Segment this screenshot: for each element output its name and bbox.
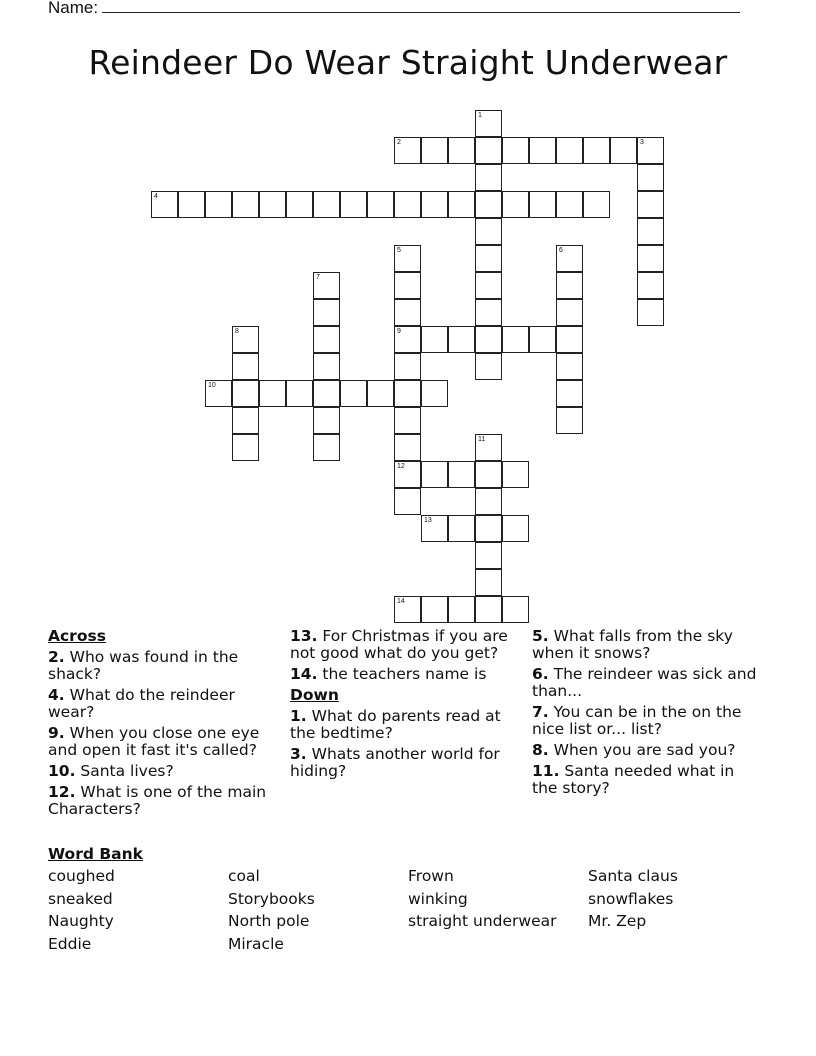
crossword-cell[interactable]: [475, 164, 502, 191]
crossword-cell[interactable]: [313, 272, 340, 299]
clues-column-1: [48, 628, 268, 822]
crossword-cell[interactable]: [448, 515, 475, 542]
crossword-cell[interactable]: [340, 380, 367, 407]
crossword-cell[interactable]: [394, 299, 421, 326]
word-bank-item: Mr. Zep: [588, 912, 647, 931]
crossword-cell[interactable]: [394, 596, 421, 623]
crossword-cell[interactable]: [421, 596, 448, 623]
crossword-cell[interactable]: [421, 137, 448, 164]
clue-number: 7: [316, 274, 320, 281]
crossword-cell[interactable]: [556, 245, 583, 272]
crossword-cell[interactable]: [232, 191, 259, 218]
crossword-cell[interactable]: [502, 461, 529, 488]
crossword-cell[interactable]: [313, 326, 340, 353]
crossword-cell[interactable]: [394, 137, 421, 164]
crossword-cell[interactable]: [475, 569, 502, 596]
clue-number: 8: [235, 328, 239, 335]
crossword-cell[interactable]: [448, 461, 475, 488]
crossword-cell[interactable]: [367, 380, 394, 407]
clue-number: 4: [154, 193, 158, 200]
word-bank-item: Naughty: [48, 912, 114, 931]
crossword-cell[interactable]: [394, 191, 421, 218]
crossword-cell[interactable]: [151, 191, 178, 218]
word-bank-item: straight underwear: [408, 912, 557, 931]
clue-text: The reindeer was sick and than...: [532, 665, 757, 700]
crossword-cell[interactable]: [475, 218, 502, 245]
clue-text: For Christmas if you are not good what do you get?: [290, 627, 508, 662]
crossword-cell[interactable]: [421, 515, 448, 542]
clues-column-2: [290, 628, 518, 784]
crossword-cell[interactable]: [637, 218, 664, 245]
crossword-cell[interactable]: [529, 137, 556, 164]
crossword-cell[interactable]: [394, 353, 421, 380]
crossword-cell[interactable]: [286, 380, 313, 407]
crossword-cell[interactable]: [637, 191, 664, 218]
clue-text: What do parents read at the bedtime?: [290, 707, 501, 742]
clue-number: 2: [397, 139, 401, 146]
crossword-cell[interactable]: [475, 542, 502, 569]
crossword-cell[interactable]: [232, 380, 259, 407]
crossword-cell[interactable]: [556, 407, 583, 434]
crossword-cell[interactable]: [502, 596, 529, 623]
crossword-cell[interactable]: [232, 434, 259, 461]
name-label: Name:: [48, 0, 99, 17]
crossword-cell[interactable]: [313, 299, 340, 326]
clue: [48, 763, 268, 780]
crossword-cell[interactable]: [529, 191, 556, 218]
crossword-cell[interactable]: [475, 299, 502, 326]
crossword-cell[interactable]: [556, 272, 583, 299]
clue-number: 6: [559, 247, 563, 254]
word-bank-item: Storybooks: [228, 889, 315, 908]
crossword-cell[interactable]: [475, 326, 502, 353]
clue-number: 11: [478, 436, 486, 443]
crossword-cell[interactable]: [394, 245, 421, 272]
crossword-cell[interactable]: [556, 299, 583, 326]
clue-number: 3: [640, 139, 644, 146]
clue-number: 9: [397, 328, 401, 335]
word-bank-item: coughed: [48, 867, 115, 885]
crossword-cell[interactable]: [637, 245, 664, 272]
crossword-cell[interactable]: [232, 353, 259, 380]
clue-number: 12: [397, 463, 405, 470]
page-title: Reindeer Do Wear Straight Underwear: [88, 43, 728, 82]
crossword-cell[interactable]: [556, 137, 583, 164]
crossword-cell[interactable]: [637, 272, 664, 299]
clue-num: 1.: [290, 707, 307, 725]
crossword-cell[interactable]: [232, 326, 259, 353]
clue-text: When you close one eye and open it fast it's called?: [48, 724, 260, 759]
crossword-cell[interactable]: [475, 434, 502, 461]
crossword-cell[interactable]: [475, 353, 502, 380]
crossword-cell[interactable]: [394, 488, 421, 515]
word-bank-heading: Word Bank: [48, 845, 143, 863]
crossword-cell[interactable]: [313, 434, 340, 461]
crossword-cell[interactable]: [313, 353, 340, 380]
clue: [532, 763, 760, 797]
crossword-cell[interactable]: [556, 326, 583, 353]
crossword-cell[interactable]: [421, 461, 448, 488]
clue-num: 8.: [532, 741, 549, 759]
down-heading: Down: [290, 686, 339, 704]
word-bank-item: coal: [228, 867, 260, 885]
crossword-cell[interactable]: [475, 245, 502, 272]
across-heading: Across: [48, 627, 106, 645]
crossword-cell[interactable]: [394, 407, 421, 434]
crossword-cell[interactable]: [394, 326, 421, 353]
clue-num: 10.: [48, 762, 76, 780]
crossword-cell[interactable]: [502, 191, 529, 218]
clue-text: What do the reindeer wear?: [48, 686, 235, 721]
clue-num: 6.: [532, 665, 549, 683]
crossword-cell[interactable]: [475, 137, 502, 164]
crossword-cell[interactable]: [394, 380, 421, 407]
clue: [290, 746, 518, 780]
crossword-cell[interactable]: [583, 137, 610, 164]
clue-num: 4.: [48, 686, 65, 704]
crossword-cell[interactable]: [556, 380, 583, 407]
clue-text: Santa needed what in the story?: [532, 762, 735, 797]
clue: [290, 628, 518, 662]
clue-number: 10: [208, 382, 216, 389]
crossword-cell[interactable]: [421, 191, 448, 218]
crossword-cell[interactable]: [205, 380, 232, 407]
clues-column-3: [532, 628, 760, 801]
clue-text: Santa lives?: [75, 762, 174, 780]
crossword-cell[interactable]: [448, 596, 475, 623]
clue-number: 14: [397, 598, 405, 605]
crossword-cell[interactable]: [178, 191, 205, 218]
crossword-cell[interactable]: [502, 137, 529, 164]
crossword-cell[interactable]: [448, 191, 475, 218]
crossword-cell[interactable]: [475, 515, 502, 542]
clue-number: 13: [424, 517, 432, 524]
clue-num: 11.: [532, 762, 560, 780]
clue-num: 14.: [290, 665, 318, 683]
crossword-cell[interactable]: [475, 596, 502, 623]
crossword-cell[interactable]: [583, 191, 610, 218]
clue-num: 5.: [532, 627, 549, 645]
crossword-cell[interactable]: [313, 407, 340, 434]
crossword-cell[interactable]: [475, 272, 502, 299]
clue-num: 2.: [48, 648, 65, 666]
crossword-cell[interactable]: [475, 110, 502, 137]
word-bank-item: Santa claus: [588, 867, 678, 885]
crossword-cell[interactable]: [610, 137, 637, 164]
clue: [532, 742, 760, 759]
crossword-cell[interactable]: [556, 353, 583, 380]
crossword-cell[interactable]: [556, 191, 583, 218]
crossword-cell[interactable]: [502, 515, 529, 542]
clue-num: 3.: [290, 745, 307, 763]
clue-num: 7.: [532, 703, 549, 721]
crossword-cell[interactable]: [475, 488, 502, 515]
crossword-cell[interactable]: [394, 434, 421, 461]
crossword-cell[interactable]: [421, 380, 448, 407]
crossword-cell[interactable]: [502, 326, 529, 353]
word-bank-item: sneaked: [48, 889, 113, 908]
word-bank-item: snowflakes: [588, 889, 674, 908]
crossword-cell[interactable]: [340, 191, 367, 218]
crossword-cell[interactable]: [637, 164, 664, 191]
crossword-cell[interactable]: [286, 191, 313, 218]
clue: [532, 666, 760, 700]
crossword-cell[interactable]: [394, 461, 421, 488]
crossword-cell[interactable]: [205, 191, 232, 218]
crossword-cell[interactable]: [232, 407, 259, 434]
clue-num: 9.: [48, 724, 65, 742]
clue-text: You can be in the on the nice list or... list?: [532, 703, 742, 738]
word-bank-item: Miracle: [228, 935, 284, 954]
clue-text: What is one of the main Characters?: [48, 783, 267, 818]
crossword-cell[interactable]: [259, 191, 286, 218]
clue-num: 12.: [48, 783, 76, 801]
clue: [532, 704, 760, 738]
clue-num: 13.: [290, 627, 318, 645]
crossword-cell[interactable]: [475, 461, 502, 488]
crossword-cell[interactable]: [421, 326, 448, 353]
word-bank-item: North pole: [228, 912, 310, 931]
clue-text: the teachers name is: [317, 665, 487, 683]
clue: [48, 649, 268, 683]
clue: [48, 784, 268, 818]
crossword-cell[interactable]: [637, 299, 664, 326]
crossword-cell[interactable]: [475, 191, 502, 218]
crossword-cell[interactable]: [313, 380, 340, 407]
clue-number: 5: [397, 247, 401, 254]
clue: [290, 708, 518, 742]
clue: [290, 666, 518, 683]
word-bank-item: Frown: [408, 867, 454, 885]
crossword-cell[interactable]: [529, 326, 556, 353]
clue-text: Who was found in the shack?: [48, 648, 239, 683]
clue-text: When you are sad you?: [548, 741, 736, 759]
clue: [48, 725, 268, 759]
crossword-cell[interactable]: [394, 272, 421, 299]
word-bank-item: Eddie: [48, 935, 92, 954]
crossword-cell[interactable]: [448, 326, 475, 353]
crossword-cell[interactable]: [637, 137, 664, 164]
crossword-cell[interactable]: [448, 137, 475, 164]
crossword-cell[interactable]: [313, 191, 340, 218]
crossword-cell[interactable]: [367, 191, 394, 218]
clue-number: 1: [478, 112, 482, 119]
clue-text: Whats another world for hiding?: [290, 745, 500, 780]
crossword-cell[interactable]: [259, 380, 286, 407]
clue-text: What falls from the sky when it snows?: [532, 627, 733, 662]
word-bank-item: winking: [408, 889, 468, 908]
clue: [48, 687, 268, 721]
clue: [532, 628, 760, 662]
